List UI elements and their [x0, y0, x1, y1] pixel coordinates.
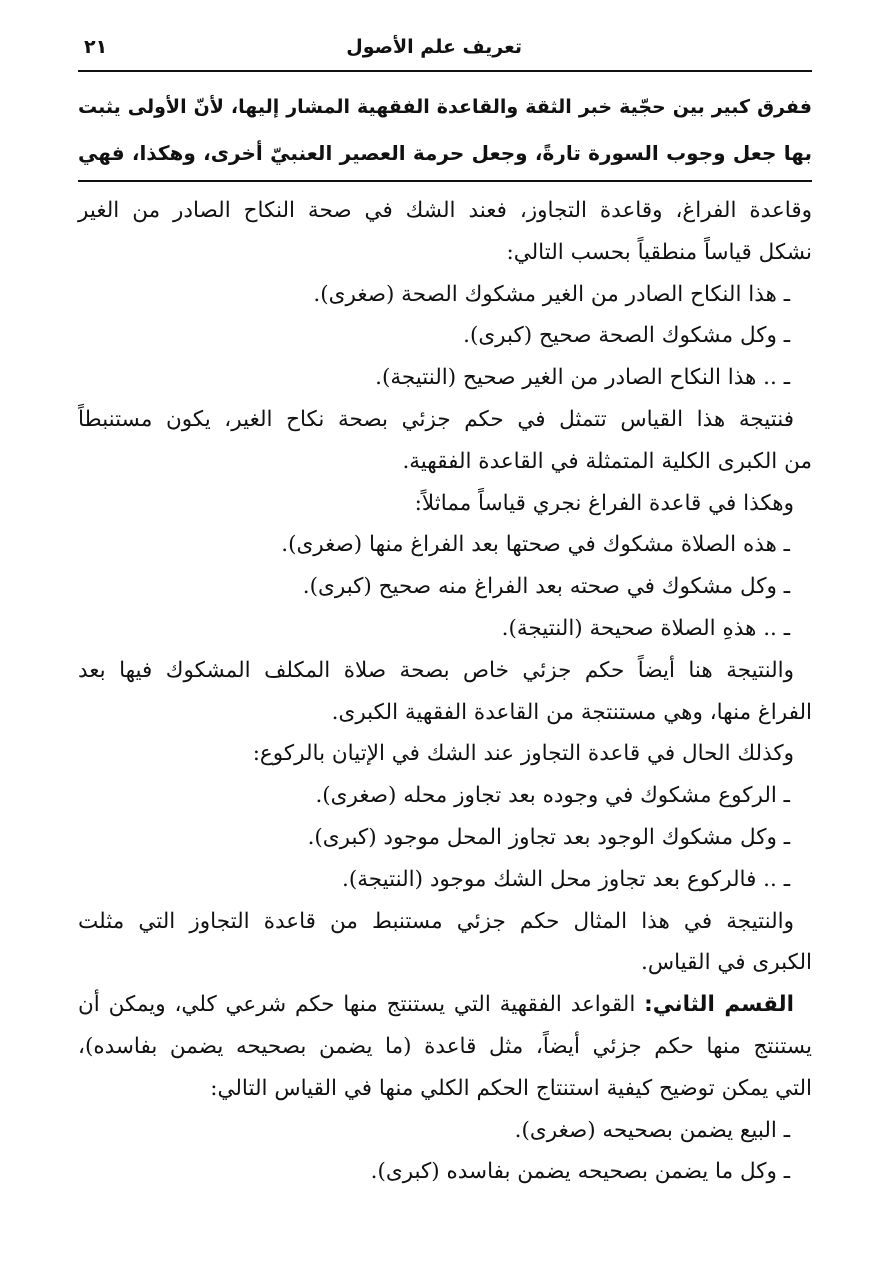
list-item: ـ وكل مشكوك الوجود بعد تجاوز المحل موجود (كبرى).	[307, 824, 790, 850]
list-item: ـ هذه الصلاة مشكوك في صحتها بعد الفراغ منها (صغرى).	[281, 532, 790, 558]
running-header	[78, 30, 812, 66]
text-line: وكذلك الحال في قاعدة التجاوز عند الشك في الإتيان بالركوع:	[252, 741, 794, 767]
list-item: ـ .. هذهِ الصلاة صحيحة (النتيجة).	[501, 615, 790, 641]
list-item: ـ .. فالركوع بعد تجاوز محل الشك موجود (النتيجة).	[342, 866, 790, 892]
text-line: والنتيجة هنا أيضاً حكم جزئي خاص بصحة صلاة المكلف المشكوك فيها بعد	[78, 657, 794, 683]
bold-paragraph	[78, 84, 812, 176]
text-line: بها جعل وجوب السورة تارةً، وجعل حرمة العصير العنبيّ أخرى، وهكذا، فهي	[78, 141, 812, 165]
text-line: من الكبرى الكلية المتمثلة في القاعدة الفقهية.	[402, 448, 812, 474]
list-item: ـ هذا النكاح الصادر من الغير مشكوك الصحة (صغرى).	[313, 281, 790, 307]
list-item: ـ .. هذا النكاح الصادر من الغير صحيح (النتيجة).	[375, 365, 790, 391]
text-line: والنتيجة في هذا المثال حكم جزئي مستنبط من قاعدة التجاوز التي مثلت	[78, 908, 794, 934]
body-text	[78, 190, 812, 1193]
text-line: نشكل قياساً منطقياً بحسب التالي:	[506, 239, 812, 265]
list-item: ـ البيع يضمن بصحيحه (صغرى).	[514, 1117, 790, 1143]
list-item: ـ وكل مشكوك في صحته بعد الفراغ منه صحيح (كبرى).	[302, 574, 790, 600]
page-number: ٢١	[84, 36, 108, 58]
text-line: التي يمكن توضيح كيفية استنتاج الحكم الكلي منها في القياس التالي:	[210, 1075, 812, 1101]
list-item: ـ وكل مشكوك الصحة صحيح (كبرى).	[463, 323, 790, 349]
text-line: يستنتج منها حكم جزئي أيضاً، مثل قاعدة (ما يضمن بصحيحه يضمن بفاسده)،	[78, 1033, 812, 1059]
text-line: الكبرى في القياس.	[641, 950, 812, 976]
text-line	[78, 984, 812, 1026]
list-item: ـ وكل ما يضمن بصحيحه يضمن بفاسده (كبرى).	[370, 1159, 790, 1185]
section-text: القواعد الفقهية التي يستنتج منها حكم شرعي كلي، ويمكن أن	[78, 992, 636, 1018]
section-divider	[78, 180, 812, 182]
text-line: الفراغ منها، وهي مستنتجة من القاعدة الفقهية الكبرى.	[331, 699, 812, 725]
header-rule	[78, 70, 812, 72]
running-title: تعريف علم الأصول	[346, 36, 522, 58]
text-line: وقاعدة الفراغ، وقاعدة التجاوز، فعند الشك في صحة النكاح الصادر من الغير	[78, 198, 812, 223]
section-label: القسم الثاني:	[644, 992, 794, 1018]
text-line: فنتيجة هذا القياس تتمثل في حكم جزئي بصحة نكاح الغير، يكون مستنبطاً	[78, 406, 794, 432]
text-line: ففرق كبير بين حجّية خبر الثقة والقاعدة الفقهية المشار إليها، لأنّ الأولى يثبت	[78, 96, 812, 118]
text-line: وهكذا في قاعدة الفراغ نجري قياساً مماثلاً:	[414, 490, 794, 516]
list-item: ـ الركوع مشكوك في وجوده بعد تجاوز محله (صغرى).	[315, 783, 790, 809]
